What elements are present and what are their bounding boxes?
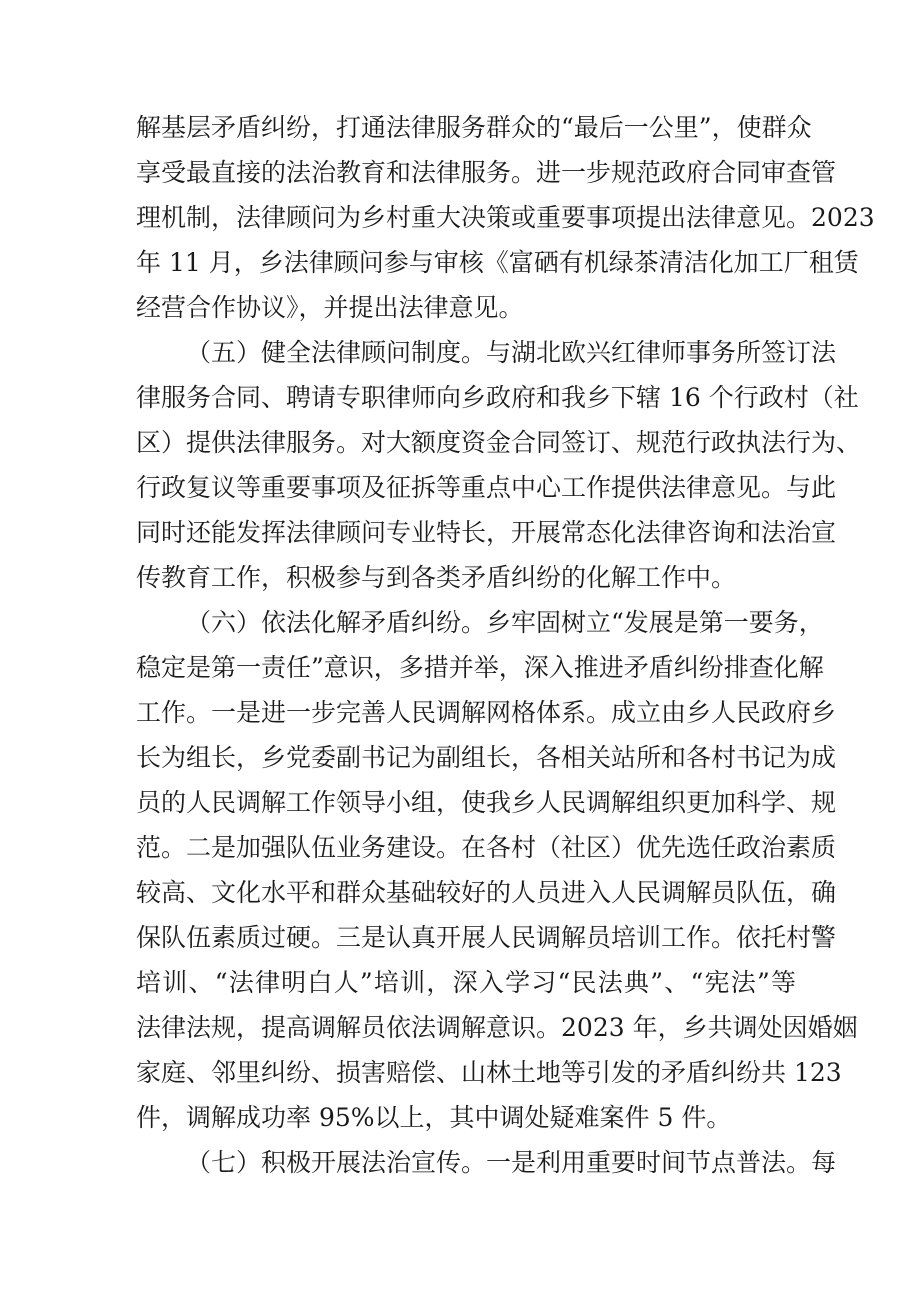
text-line: 年 11 月，乡法律顾问参与审核《富硒有机绿茶清洁化加工厂租赁: [136, 248, 859, 277]
paragraph-heading-line: （五）健全法律顾问制度。与湖北欧兴红律师事务所签订法: [186, 338, 837, 367]
text-line: 行政复议等重要事项及征拆等重点中心工作提供法律意见。与此: [136, 473, 837, 502]
text-line: 保队伍素质过硬。三是认真开展人民调解员培训工作。依托村警: [136, 923, 837, 952]
text-line: 稳定是第一责任”意识，多措并举，深入推进矛盾纠纷排查化解: [136, 653, 824, 682]
text-line: 律服务合同、聘请专职律师向乡政府和我乡下辖 16 个行政村（社: [136, 383, 859, 412]
text-line: 同时还能发挥法律顾问专业特长，开展常态化法律咨询和法治宣: [136, 518, 837, 547]
text-line: 享受最直接的法治教育和法律服务。进一步规范政府合同审查管: [136, 158, 837, 187]
text-line: 家庭、邻里纠纷、损害赔偿、山林土地等引发的矛盾纠纷共 123: [136, 1058, 842, 1087]
text-line: 员的人民调解工作领导小组，使我乡人民调解组织更加科学、规: [136, 788, 837, 817]
text-line: 经营合作协议》，并提出法律意见。: [136, 293, 524, 322]
text-line: 理机制，法律顾问为乡村重大决策或重要事项提出法律意见。2023: [136, 203, 875, 232]
text-line: 培训、“法律明白人”培训，深入学习“民法典”、“宪法”等: [136, 968, 796, 997]
paragraph-heading-line: （六）依法化解矛盾纠纷。乡牢固树立“发展是第一要务，: [186, 608, 824, 637]
text-line: 较高、文化水平和群众基础较好的人员进入人民调解员队伍，确: [136, 878, 837, 907]
text-line: 范。二是加强队伍业务建设。在各村（社区）优先选任政治素质: [136, 833, 837, 862]
paragraph-heading-line: （七）积极开展法治宣传。一是利用重要时间节点普法。每: [186, 1148, 837, 1177]
text-line: 长为组长，乡党委副书记为副组长，各相关站所和各村书记为成: [136, 743, 837, 772]
text-line: 法律法规，提高调解员依法调解意识。2023 年，乡共调处因婚姻: [136, 1013, 858, 1042]
text-line: 传教育工作，积极参与到各类矛盾纠纷的化解工作中。: [136, 563, 737, 592]
text-line: 解基层矛盾纠纷，打通法律服务群众的“最后一公里”，使群众: [136, 113, 812, 142]
text-line: 件，调解成功率 95%以上，其中调处疑难案件 5 件。: [136, 1103, 732, 1132]
text-line: 工作。一是进一步完善人民调解网格体系。成立由乡人民政府乡: [136, 698, 837, 727]
text-line: 区）提供法律服务。对大额度资金合同签订、规范行政执法行为、: [136, 428, 862, 457]
